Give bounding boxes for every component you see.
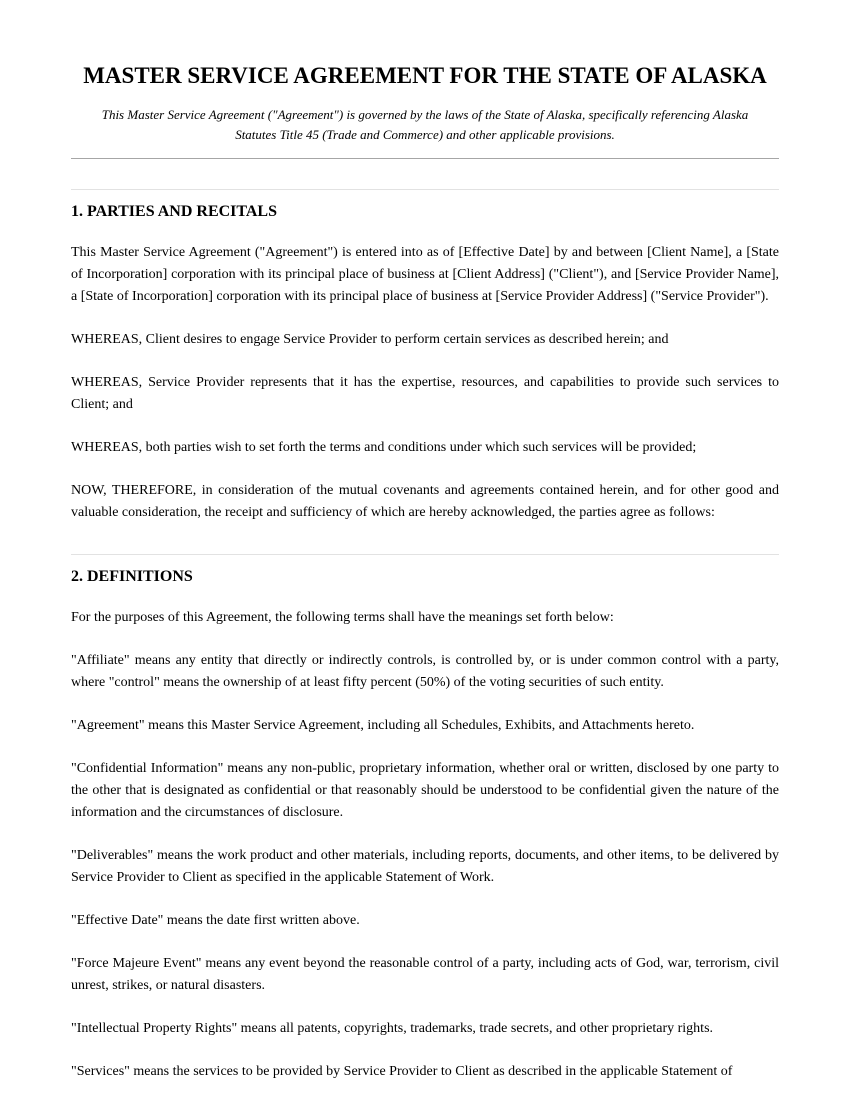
section-paragraph: For the purposes of this Agreement, the following terms shall have the meanings set forth below: xyxy=(71,610,614,625)
section-paragraph: "Affiliate" means any entity that directly or indirectly controls, is controlled by, or is under common control with a party, where "control" means the ownership of at least fifty percent (50%) of the voting securities of such entity. xyxy=(71,653,779,690)
section-heading: 2. DEFINITIONS xyxy=(71,568,193,585)
document-section xyxy=(71,189,779,524)
section-paragraph: "Force Majeure Event" means any event beyond the reasonable control of a party, including acts of God, war, terrorism, civil unrest, strikes, or natural disasters. xyxy=(71,956,779,993)
section-paragraph: WHEREAS, Service Provider represents that it has the expertise, resources, and capabilities to provide such services to Client; and xyxy=(71,375,779,412)
section-paragraph: WHEREAS, both parties wish to set forth the terms and conditions under which such services will be provided; xyxy=(71,440,697,455)
document-body xyxy=(71,189,779,1083)
section-paragraph: "Intellectual Property Rights" means all patents, copyrights, trademarks, trade secrets, and other proprietary rights. xyxy=(71,1021,714,1036)
section-paragraph: "Services" means the services to be provided by Service Provider to Client as described in the applicable Statement of xyxy=(71,1064,733,1079)
document-header xyxy=(71,63,779,159)
section-paragraph: "Deliverables" means the work product and other materials, including reports, documents, and other items, to be delivered by Service Provider to Client as specified in the applicable Statement of Work. xyxy=(71,848,779,885)
section-paragraph: "Agreement" means this Master Service Agreement, including all Schedules, Exhibits, and Attachments hereto. xyxy=(71,718,695,733)
section-paragraph: "Effective Date" means the date first written above. xyxy=(71,913,360,928)
document-subtitle: This Master Service Agreement ("Agreement") is governed by the laws of the State of Alaska, specifically referencing Alaska Statutes Title 45 (Trade and Commerce) and other applicable provisions. xyxy=(101,107,749,142)
section-heading: 1. PARTIES AND RECITALS xyxy=(71,203,277,220)
document-title: MASTER SERVICE AGREEMENT FOR THE STATE OF ALASKA xyxy=(83,63,767,88)
section-paragraph: WHEREAS, Client desires to engage Service Provider to perform certain services as described herein; and xyxy=(71,332,669,347)
section-paragraph: This Master Service Agreement ("Agreement") is entered into as of [Effective Date] by and between [Client Name], a [State of Incorporation] corporation with its principal place of business at [Client Address] ("Client"), and [Service Provider Name], a [State of Incorporation] corporation with its principal place of business at [Service Provider Address] ("Service Provider"). xyxy=(71,245,779,304)
document-section xyxy=(71,554,779,1083)
section-paragraph: "Confidential Information" means any non-public, proprietary information, whether oral or written, disclosed by one party to the other that is designated as confidential or that reasonably should be understood to be confidential given the nature of the information and the circumstances of disclosure. xyxy=(71,761,779,820)
section-paragraph: NOW, THEREFORE, in consideration of the mutual covenants and agreements contained herein, and for other good and valuable consideration, the receipt and sufficiency of which are hereby acknowledged, the parties agree as follows: xyxy=(71,483,779,520)
